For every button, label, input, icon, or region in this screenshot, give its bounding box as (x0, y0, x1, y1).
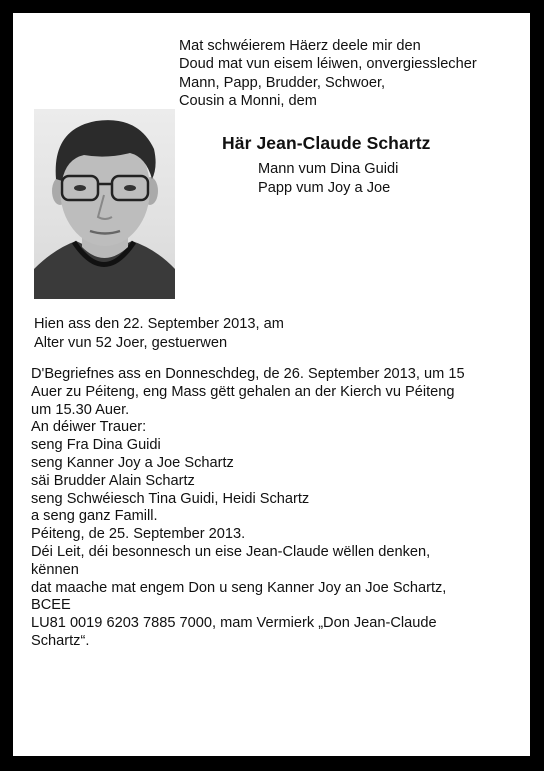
intro-line: Mat schwéierem Häerz deele mir den (179, 38, 421, 54)
intro-line: Doud mat vun eisem léiwen, onvergiesslecher (179, 56, 477, 73)
body-line: um 15.30 Auer. (31, 401, 130, 418)
death-line: Hien ass den 22. September 2013, am (34, 316, 284, 332)
body-line: Auer zu Péiteng, eng Mass gëtt gehalen an der Kierch vu Péiteng (31, 383, 455, 400)
obituary-card (13, 13, 530, 756)
relation-line: Papp vum Joy a Joe (258, 180, 391, 196)
intro-text (179, 37, 524, 110)
intro-line: Cousin a Monni, dem (179, 92, 317, 109)
deceased-name: Här Jean-Claude Schartz (222, 133, 431, 153)
body-line: säi Brudder Alain Schartz (31, 472, 195, 489)
death-line: Alter vun 52 Joer, gestuerwen (34, 334, 228, 351)
intro-line: Mann, Papp, Brudder, Schwoer, (179, 74, 386, 91)
body-line: An déiwer Trauer: (31, 419, 147, 436)
body-line: kënnen (31, 561, 79, 578)
body-line: Péiteng, de 25. September 2013. (31, 526, 246, 543)
body-line: seng Schwéiesch Tina Guidi, Heidi Schartz (31, 490, 310, 507)
relation-line: Mann vum Dina Guidi (258, 161, 399, 177)
body-line: dat maache mat engem Don u seng Kanner Joy an Joe Schartz, (31, 579, 447, 596)
body-line: a seng ganz Famill. (31, 508, 158, 525)
body-line: BCEE (31, 597, 71, 614)
body-line: Déi Leit, déi besonnesch un eise Jean-Claude wëllen denken, (31, 543, 431, 560)
body-line: D'Begriefnes ass en Donneschdeg, de 26. September 2013, um 15 (31, 366, 465, 382)
death-notice (34, 315, 284, 352)
body-line: seng Fra Dina Guidi (31, 437, 161, 454)
funeral-details (31, 366, 526, 651)
relations-text (258, 160, 398, 198)
body-line: LU81 0019 6203 7885 7000, mam Vermierk „Don Jean-Claude (31, 615, 437, 632)
portrait-photo (34, 109, 175, 299)
body-line: Schartz“. (31, 632, 90, 649)
body-line: seng Kanner Joy a Joe Schartz (31, 454, 234, 471)
